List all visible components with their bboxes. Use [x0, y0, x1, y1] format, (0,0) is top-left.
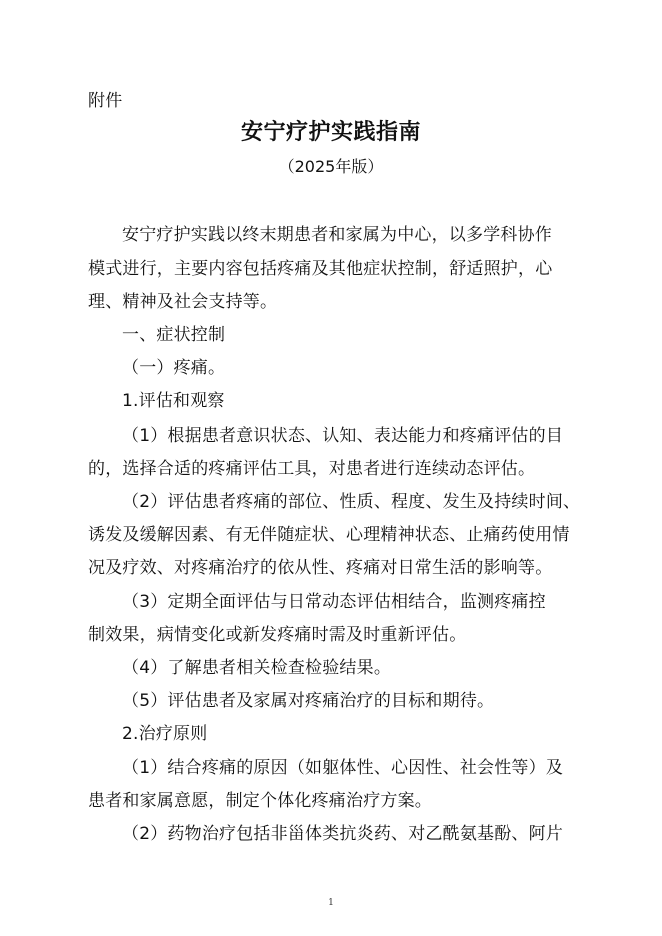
- page-number: 1: [328, 898, 334, 908]
- document-title: 安宁疗护实践指南: [240, 120, 421, 145]
- paragraph-line: （1）根据患者意识状态、认知、表达能力和疼痛评估的目: [122, 426, 564, 446]
- paragraph-line: （3）定期全面评估与日常动态评估相结合，监测疼痛控: [122, 592, 546, 612]
- paragraph-line: 诱发及缓解因素、有无伴随症状、心理精神状态、止痛药使用情: [88, 525, 570, 545]
- item-heading: 2.治疗原则: [122, 724, 208, 744]
- intro-line: 安宁疗护实践以终末期患者和家属为中心，以多学科协作: [122, 225, 552, 245]
- paragraph-line: （1）结合疼痛的原因（如躯体性、心因性、社会性等）及: [122, 758, 564, 778]
- edition-subtitle: （2025年版）: [278, 157, 384, 176]
- paragraph-line: 制效果，病情变化或新发疼痛时需及时重新评估。: [88, 625, 467, 645]
- paragraph-line: （5）评估患者及家属对疼痛治疗的目标和期待。: [122, 691, 495, 711]
- paragraph-line: 的，选择合适的疼痛评估工具，对患者进行连续动态评估。: [88, 459, 536, 479]
- paragraph-line: （2）评估患者疼痛的部位、性质、程度、发生及持续时间、: [122, 492, 581, 512]
- intro-line: 理、精神及社会支持等。: [88, 292, 278, 312]
- subsection-heading: （一）疼痛。: [122, 358, 226, 378]
- paragraph-line: 患者和家属意愿，制定个体化疼痛治疗方案。: [88, 791, 432, 811]
- paragraph-line: （4）了解患者相关检查检验结果。: [122, 658, 392, 678]
- section-heading: 一、症状控制: [122, 325, 226, 345]
- attachment-label: 附件: [88, 91, 123, 111]
- paragraph-line: （2）药物治疗包括非甾体类抗炎药、对乙酰氨基酚、阿片: [122, 824, 564, 844]
- paragraph-line: 况及疗效、对疼痛治疗的依从性、疼痛对日常生活的影响等。: [88, 558, 553, 578]
- intro-line: 模式进行，主要内容包括疼痛及其他症状控制，舒适照护，心: [88, 259, 553, 279]
- item-heading: 1.评估和观察: [122, 391, 225, 411]
